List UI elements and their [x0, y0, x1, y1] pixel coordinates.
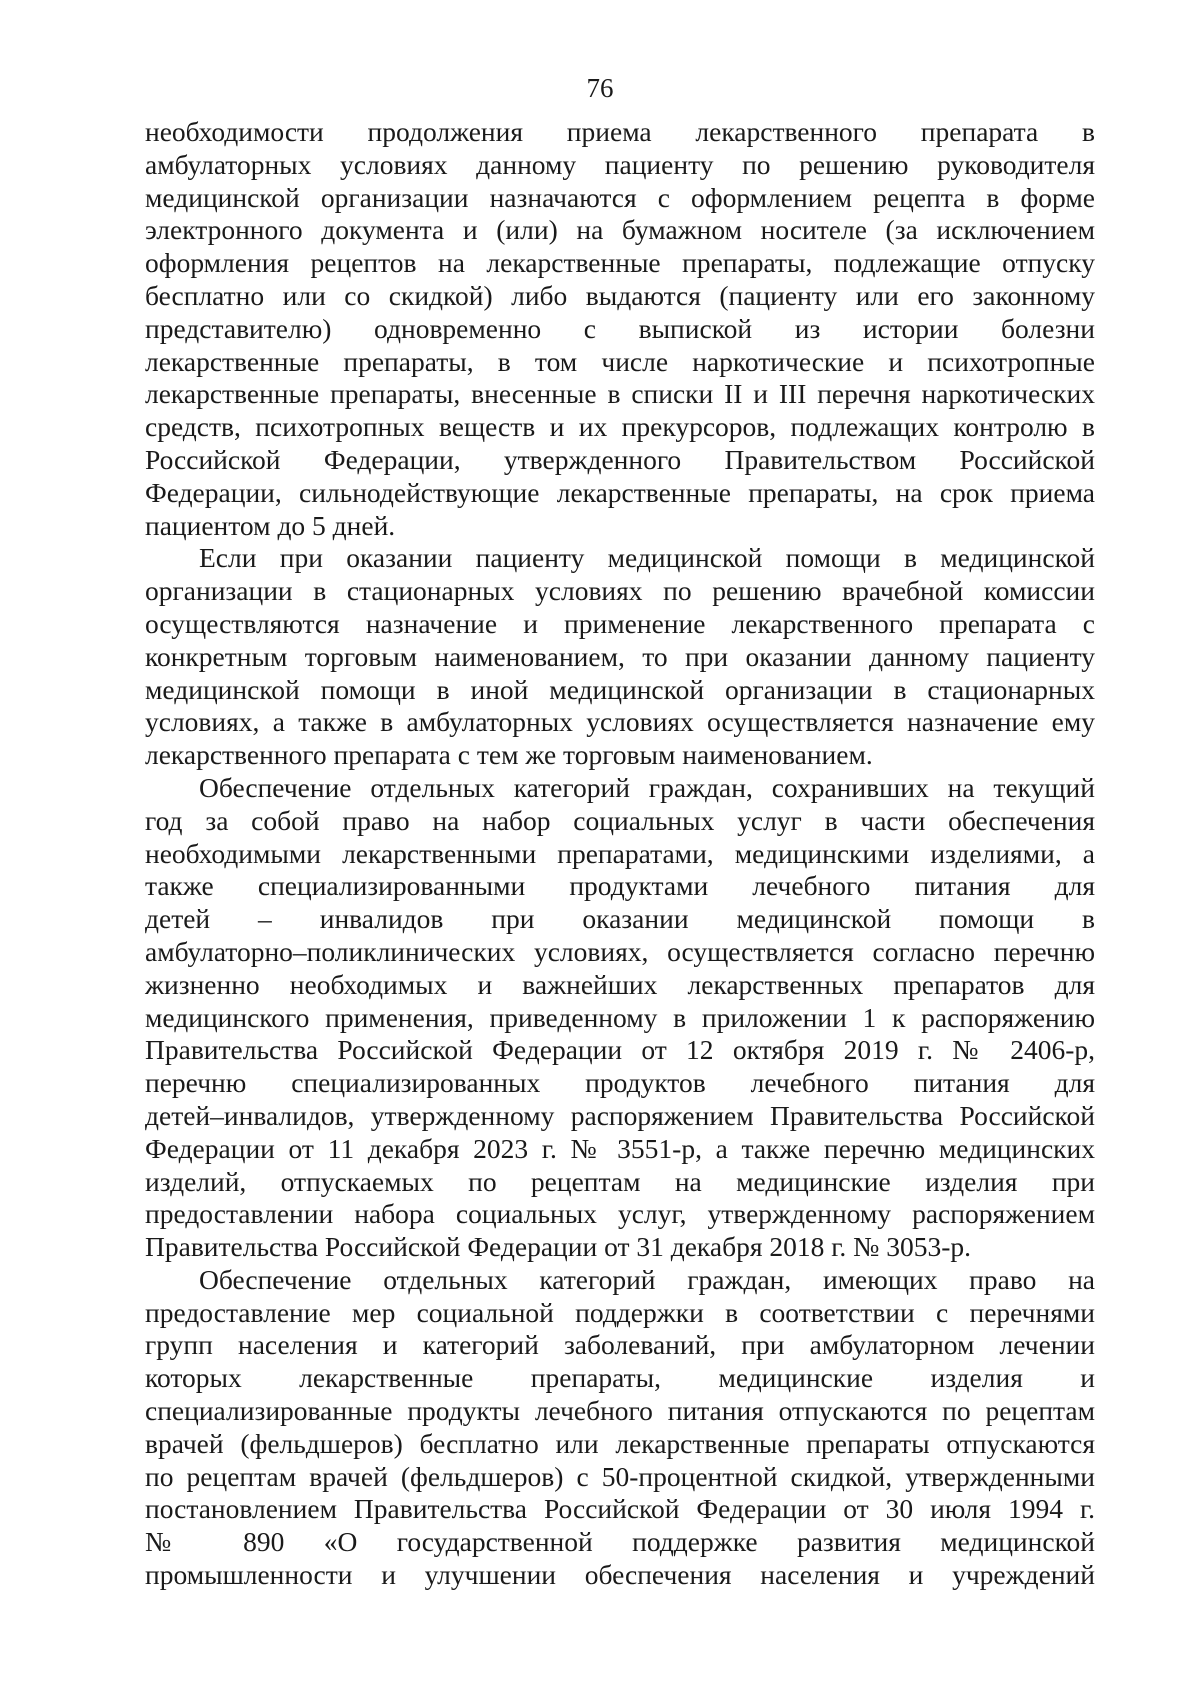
text-line: Обеспечение отдельных категорий граждан, сохранивших на текущий — [199, 771, 1095, 803]
text-line: конкретным торговым наименованием, то при оказании данному пациенту — [145, 640, 1095, 672]
text-line: по рецептам врачей (фельдшеров) с 50-процентной скидкой, утвержденными — [145, 1460, 1095, 1492]
text-line: постановлением Правительства Российской Федерации от 30 июля 1994 г. — [145, 1493, 1095, 1525]
paragraph-2 — [145, 542, 1095, 772]
document-body — [145, 116, 1095, 1592]
paragraph-3 — [145, 772, 1095, 1264]
text-line: лекарственные препараты, в том числе наркотические и психотропные — [145, 345, 1095, 377]
paragraph-4 — [145, 1264, 1095, 1592]
text-line: условиях, а также в амбулаторных условиях осуществляется назначение ему — [145, 706, 1095, 738]
text-line: детей – инвалидов при оказании медицинской помощи в — [145, 903, 1095, 935]
text-line: бесплатно или со скидкой) либо выдаются (пациенту или его законному — [145, 279, 1095, 311]
text-line: необходимыми лекарственными препаратами, медицинскими изделиями, а — [145, 837, 1095, 869]
text-line: организации в стационарных условиях по решению врачебной комиссии — [145, 575, 1095, 607]
text-line: лекарственного препарата с тем же торговым наименованием. — [145, 739, 873, 771]
text-line: промышленности и улучшении обеспечения населения и учреждений — [145, 1559, 1095, 1591]
text-line: Обеспечение отдельных категорий граждан, имеющих право на — [199, 1263, 1095, 1295]
text-line: Правительства Российской Федерации от 12 октября 2019 г. № 2406-р, — [145, 1034, 1095, 1066]
text-line: пациентом до 5 дней. — [145, 509, 396, 541]
text-line: предоставлении набора социальных услуг, утвержденному распоряжением — [145, 1198, 1095, 1230]
page-number: 76 — [586, 73, 614, 103]
paragraph-1 — [145, 116, 1095, 542]
text-line: год за собой право на набор социальных услуг в части обеспечения — [145, 804, 1095, 836]
text-line: Правительства Российской Федерации от 31 декабря 2018 г. № 3053-р. — [145, 1231, 972, 1263]
text-line: необходимости продолжения приема лекарственного препарата в — [145, 116, 1095, 147]
text-line: изделий, отпускаемых по рецептам на медицинские изделия при — [145, 1165, 1095, 1197]
text-line: осуществляются назначение и применение лекарственного препарата с — [145, 607, 1095, 639]
text-line: перечню специализированных продуктов лечебного питания для — [145, 1067, 1095, 1099]
text-line: средств, психотропных веществ и их прекурсоров, подлежащих контролю в — [145, 411, 1095, 443]
text-line: медицинского применения, приведенному в приложении 1 к распоряжению — [145, 1001, 1095, 1033]
text-line: которых лекарственные препараты, медицинские изделия и — [145, 1362, 1095, 1394]
text-line: врачей (фельдшеров) бесплатно или лекарственные препараты отпускаются — [145, 1427, 1095, 1459]
text-line: Если при оказании пациенту медицинской помощи в медицинской — [199, 542, 1095, 574]
text-line: Российской Федерации, утвержденного Правительством Российской — [145, 443, 1095, 475]
text-line: представителю) одновременно с выпиской из истории болезни — [145, 312, 1095, 344]
text-line: электронного документа и (или) на бумажном носителе (за исключением — [145, 214, 1095, 246]
text-line: детей–инвалидов, утвержденному распоряжением Правительства Российской — [145, 1099, 1095, 1131]
text-line: амбулаторно–поликлинических условиях, осуществляется согласно перечню — [145, 935, 1095, 967]
text-line: амбулаторных условиях данному пациенту по решению руководителя — [145, 148, 1095, 180]
text-line: жизненно необходимых и важнейших лекарственных препаратов для — [145, 968, 1095, 1000]
text-line: № 890 «О государственной поддержке развития медицинской — [145, 1526, 1095, 1558]
text-line: Федерации, сильнодействующие лекарственные препараты, на срок приема — [145, 476, 1095, 508]
text-line: медицинской организации назначаются с оформлением рецепта в форме — [145, 181, 1095, 213]
text-line: специализированные продукты лечебного питания отпускаются по рецептам — [145, 1395, 1095, 1427]
text-line: групп населения и категорий заболеваний, при амбулаторном лечении — [145, 1329, 1095, 1361]
text-line: медицинской помощи в иной медицинской организации в стационарных — [145, 673, 1095, 705]
text-line: Федерации от 11 декабря 2023 г. № 3551-р, а также перечню медицинских — [145, 1132, 1095, 1164]
text-line: лекарственные препараты, внесенные в списки II и III перечня наркотических — [145, 378, 1095, 410]
text-line: предоставление мер социальной поддержки в соответствии с перечнями — [145, 1296, 1095, 1328]
text-line: оформления рецептов на лекарственные препараты, подлежащие отпуску — [145, 247, 1095, 279]
text-line: также специализированными продуктами лечебного питания для — [145, 870, 1095, 902]
